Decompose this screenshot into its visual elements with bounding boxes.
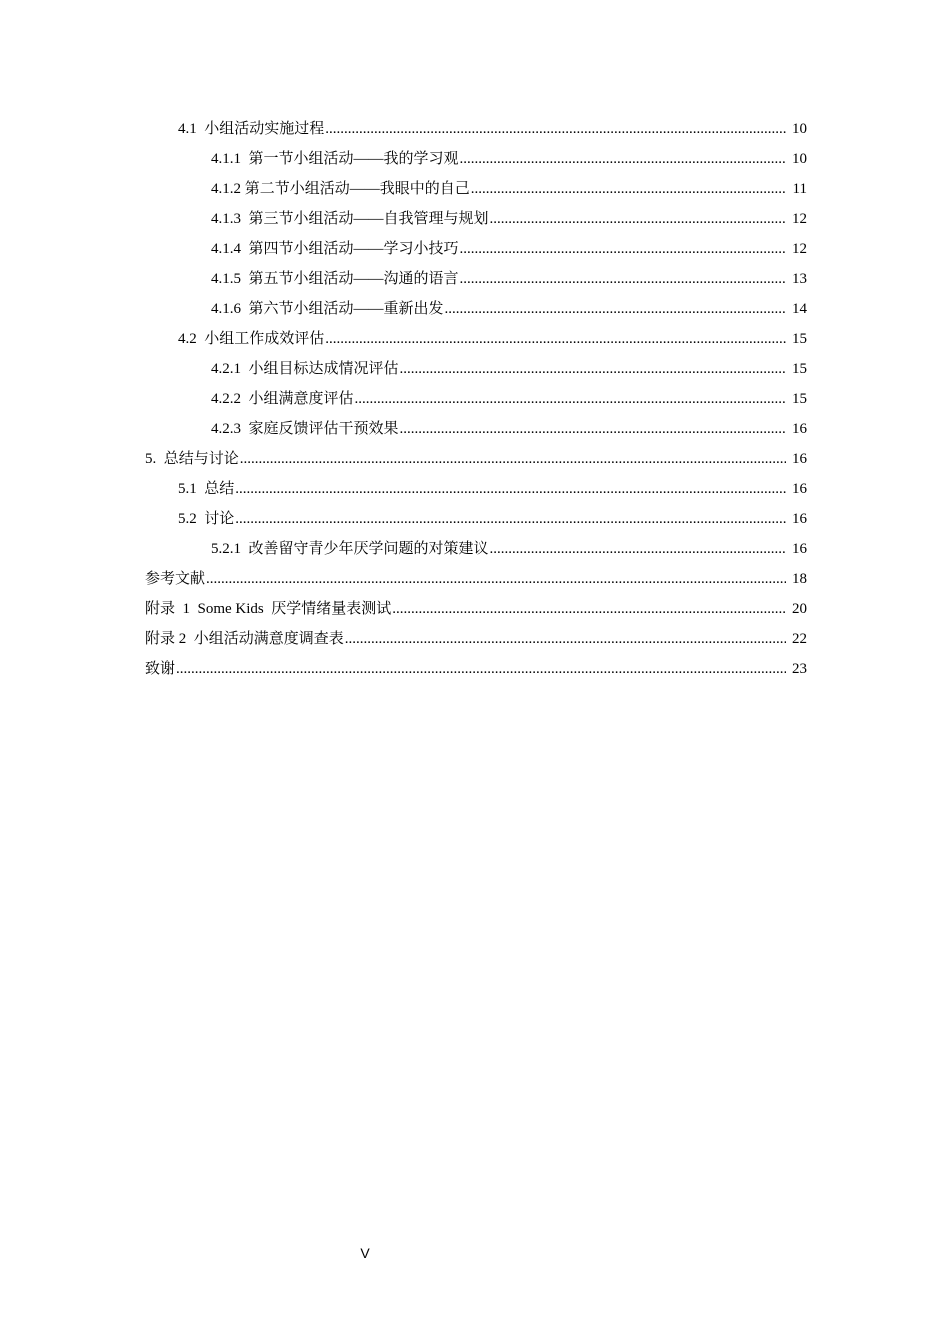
toc-entry-page: 16	[792, 421, 807, 437]
toc-entry[interactable]	[0, 294, 950, 324]
toc-entry[interactable]	[0, 354, 950, 384]
toc-dot-leader	[460, 144, 786, 174]
toc-dot-leader	[235, 474, 786, 504]
toc-entry-page: 20	[792, 601, 807, 617]
toc-entry-title: 附录 1 Some Kids 厌学情绪量表测试	[145, 601, 392, 617]
toc-entry-title: 4.2.2 小组满意度评估	[211, 391, 354, 407]
toc-entry-page: 16	[792, 481, 807, 497]
toc-entry-page: 12	[792, 241, 807, 257]
table-of-contents	[0, 114, 950, 684]
toc-entry[interactable]	[0, 324, 950, 354]
toc-entry[interactable]	[0, 594, 950, 624]
toc-entry-title: 4.1.3 第三节小组活动——自我管理与规划	[211, 211, 489, 227]
toc-dot-leader	[392, 594, 786, 624]
toc-entry-title: 5. 总结与讨论	[145, 451, 239, 467]
toc-entry-title: 4.1 小组活动实施过程	[178, 121, 325, 137]
toc-entry[interactable]	[0, 204, 950, 234]
toc-dot-leader	[176, 654, 786, 684]
toc-entry[interactable]	[0, 534, 950, 564]
toc-entry[interactable]	[0, 444, 950, 474]
toc-dot-leader	[355, 384, 786, 414]
toc-dot-leader	[490, 534, 786, 564]
toc-entry-page: 16	[792, 541, 807, 557]
toc-entry[interactable]	[0, 234, 950, 264]
toc-entry-title: 4.1.1 第一节小组活动——我的学习观	[211, 151, 459, 167]
toc-dot-leader	[325, 324, 786, 354]
toc-dot-leader	[460, 264, 786, 294]
toc-entry-page: 18	[792, 571, 807, 587]
toc-entry-page: 15	[792, 361, 807, 377]
toc-dot-leader	[400, 414, 786, 444]
toc-entry-title: 4.2.3 家庭反馈评估干预效果	[211, 421, 399, 437]
toc-entry-title: 附录 2 小组活动满意度调查表	[145, 631, 344, 647]
toc-dot-leader	[490, 204, 786, 234]
toc-entry-title: 5.1 总结	[178, 481, 235, 497]
toc-entry-title: 致谢	[145, 661, 176, 677]
toc-dot-leader	[471, 174, 786, 204]
toc-entry-title: 4.1.2 第二节小组活动——我眼中的自己	[211, 181, 470, 197]
toc-entry[interactable]	[0, 384, 950, 414]
toc-entry-title: 4.1.6 第六节小组活动——重新出发	[211, 301, 444, 317]
toc-entry-page: 15	[792, 391, 807, 407]
toc-entry-page: 16	[792, 451, 807, 467]
toc-entry-page: 11	[792, 181, 807, 197]
toc-entry-title: 4.2.1 小组目标达成情况评估	[211, 361, 399, 377]
toc-entry[interactable]	[0, 114, 950, 144]
toc-dot-leader	[240, 444, 786, 474]
toc-entry[interactable]	[0, 504, 950, 534]
toc-entry-title: 4.1.5 第五节小组活动——沟通的语言	[211, 271, 459, 287]
toc-entry[interactable]	[0, 624, 950, 654]
toc-entry[interactable]	[0, 654, 950, 684]
toc-dot-leader	[445, 294, 786, 324]
toc-entry[interactable]	[0, 174, 950, 204]
toc-entry-title: 4.1.4 第四节小组活动——学习小技巧	[211, 241, 459, 257]
toc-entry-page: 14	[792, 301, 807, 317]
toc-entry-title: 4.2 小组工作成效评估	[178, 331, 325, 347]
toc-dot-leader	[345, 624, 786, 654]
toc-dot-leader	[325, 114, 786, 144]
toc-entry-page: 15	[792, 331, 807, 347]
toc-entry-title: 5.2 讨论	[178, 511, 235, 527]
toc-dot-leader	[460, 234, 786, 264]
toc-dot-leader	[400, 354, 786, 384]
toc-entry[interactable]	[0, 264, 950, 294]
toc-entry-title: 参考文献	[145, 571, 206, 587]
toc-entry-page: 16	[792, 511, 807, 527]
toc-entry[interactable]	[0, 414, 950, 444]
toc-dot-leader	[206, 564, 786, 594]
toc-dot-leader	[235, 504, 786, 534]
toc-entry-page: 10	[792, 151, 807, 167]
toc-entry-page: 10	[792, 121, 807, 137]
toc-entry-page: 12	[792, 211, 807, 227]
toc-entry[interactable]	[0, 144, 950, 174]
toc-entry-page: 22	[792, 631, 807, 647]
toc-entry-page: 23	[792, 661, 807, 677]
toc-entry-page: 13	[792, 271, 807, 287]
toc-entry[interactable]	[0, 474, 950, 504]
toc-entry-title: 5.2.1 改善留守青少年厌学问题的对策建议	[211, 541, 489, 557]
toc-entry[interactable]	[0, 564, 950, 594]
page-number: V	[360, 1245, 370, 1261]
